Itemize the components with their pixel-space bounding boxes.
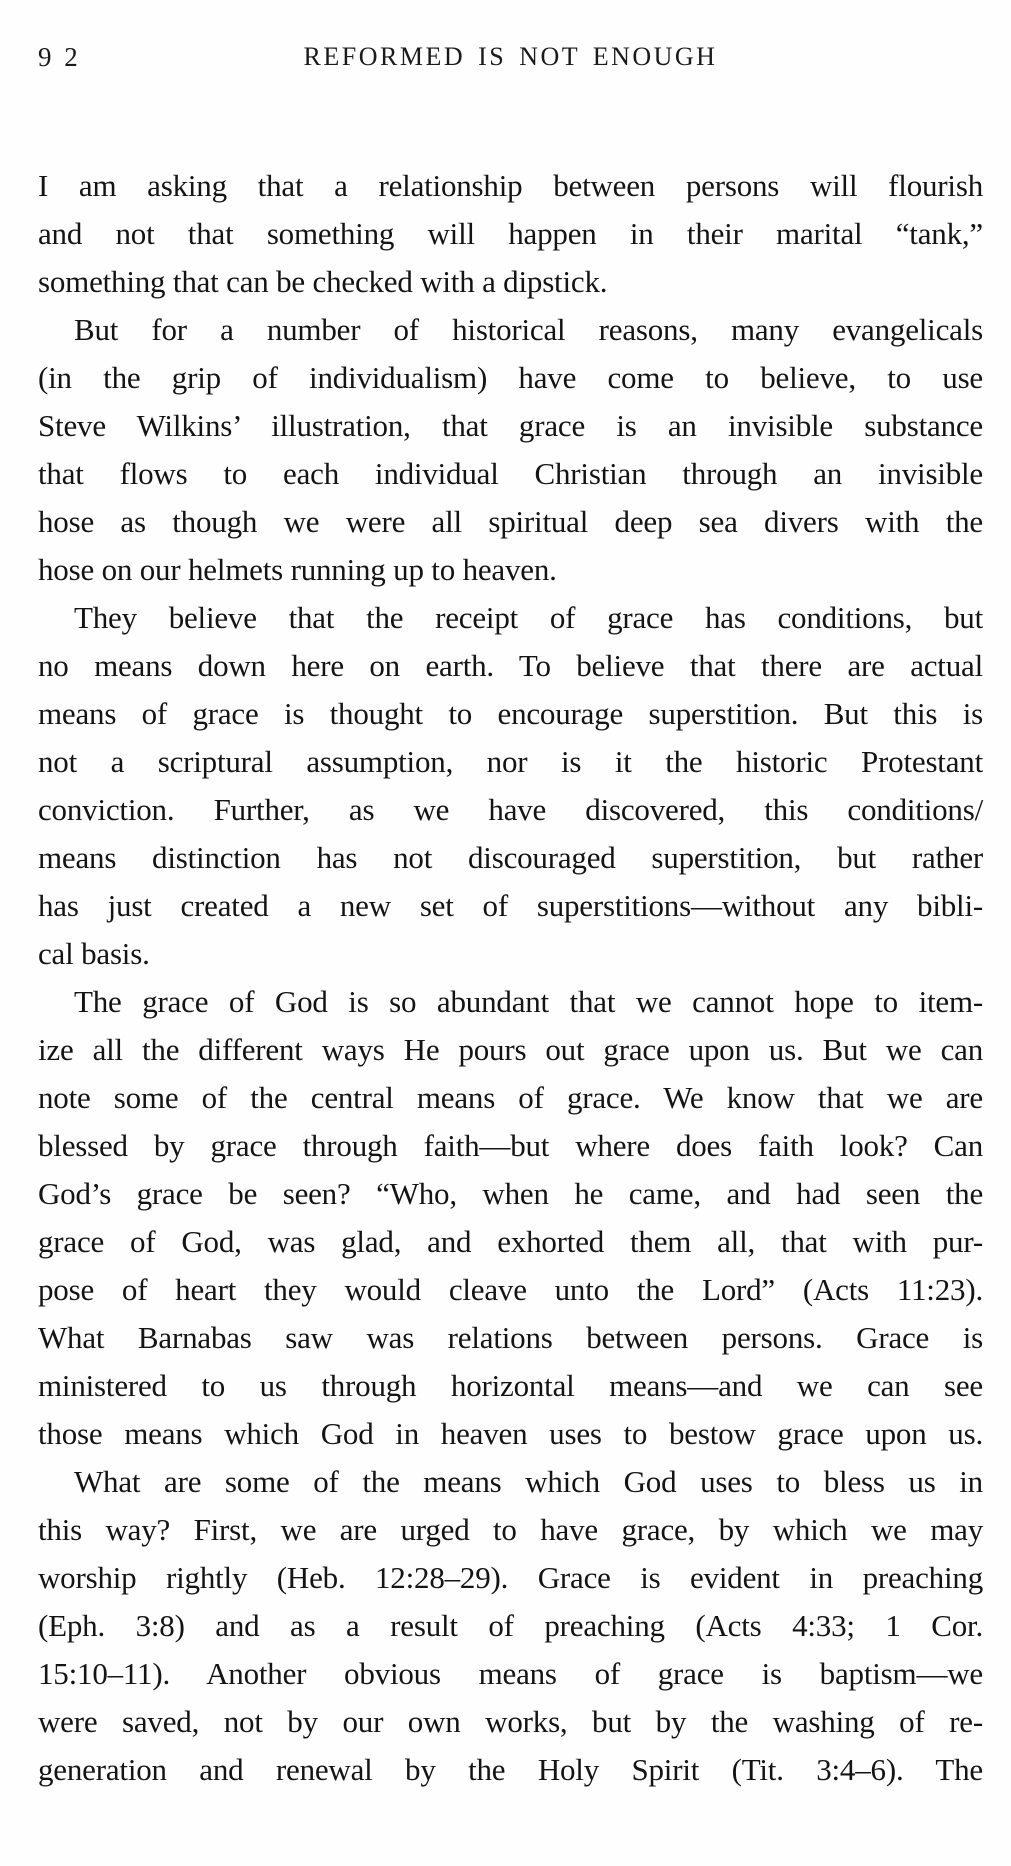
- paragraph: [38, 162, 983, 306]
- text-line: grace of God, was glad, and exhorted them all, that with pur-: [38, 1224, 983, 1259]
- paragraph: [38, 1458, 983, 1794]
- text-line: conviction. Further, as we have discovered, this conditions/: [38, 792, 983, 827]
- text-line: something that can be checked with a dipstick.: [38, 264, 608, 299]
- text-line: worship rightly (Heb. 12:28–29). Grace is evident in preaching: [38, 1560, 983, 1595]
- text-line: that flows to each individual Christian through an invisible: [38, 456, 983, 491]
- text-line: pose of heart they would cleave unto the Lord” (Acts 11:23).: [38, 1272, 983, 1307]
- paragraph: [38, 306, 983, 594]
- page-number: 9 2: [38, 42, 81, 72]
- running-title: REFORMED IS NOT ENOUGH: [303, 42, 718, 71]
- text-line: this way? First, we are urged to have grace, by which we may: [38, 1512, 983, 1547]
- text-line: The grace of God is so abundant that we cannot hope to item-: [74, 984, 983, 1019]
- text-line: hose as though we were all spiritual deep sea divers with the: [38, 504, 983, 539]
- text-line: hose on our helmets running up to heaven.: [38, 552, 557, 587]
- text-line: note some of the central means of grace. We know that we are: [38, 1080, 983, 1115]
- text-line: were saved, not by our own works, but by the washing of re-: [38, 1704, 983, 1739]
- paragraph: [38, 978, 983, 1458]
- text-line: ize all the different ways He pours out grace upon us. But we can: [38, 1032, 983, 1067]
- text-line: blessed by grace through faith—but where does faith look? Can: [38, 1128, 983, 1163]
- text-line: has just created a new set of superstitions—without any bibli-: [38, 888, 983, 923]
- text-line: What Barnabas saw was relations between persons. Grace is: [38, 1320, 983, 1355]
- text-line: (in the grip of individualism) have come to believe, to use: [38, 360, 983, 395]
- text-line: and not that something will happen in their marital “tank,”: [38, 216, 983, 251]
- text-line: They believe that the receipt of grace has conditions, but: [74, 600, 983, 635]
- text-line: generation and renewal by the Holy Spirit (Tit. 3:4–6). The: [38, 1752, 983, 1787]
- page-header: [38, 42, 983, 76]
- text-line: I am asking that a relationship between persons will flourish: [38, 168, 983, 203]
- text-line: What are some of the means which God uses to bless us in: [74, 1464, 983, 1499]
- paragraph: [38, 594, 983, 978]
- text-line: means distinction has not discouraged superstition, but rather: [38, 840, 983, 875]
- body-text: [38, 162, 983, 1794]
- text-line: But for a number of historical reasons, many evangelicals: [74, 312, 983, 347]
- text-line: means of grace is thought to encourage superstition. But this is: [38, 696, 983, 731]
- text-line: no means down here on earth. To believe that there are actual: [38, 648, 983, 683]
- text-line: 15:10–11). Another obvious means of grace is baptism—we: [38, 1656, 983, 1691]
- text-line: cal basis.: [38, 936, 150, 971]
- text-line: not a scriptural assumption, nor is it the historic Protestant: [38, 744, 983, 779]
- text-line: God’s grace be seen? “Who, when he came, and had seen the: [38, 1176, 983, 1211]
- text-line: Steve Wilkins’ illustration, that grace is an invisible substance: [38, 408, 983, 443]
- text-line: ministered to us through horizontal means—and we can see: [38, 1368, 983, 1403]
- text-line: those means which God in heaven uses to bestow grace upon us.: [38, 1416, 983, 1451]
- text-line: (Eph. 3:8) and as a result of preaching (Acts 4:33; 1 Cor.: [38, 1608, 983, 1643]
